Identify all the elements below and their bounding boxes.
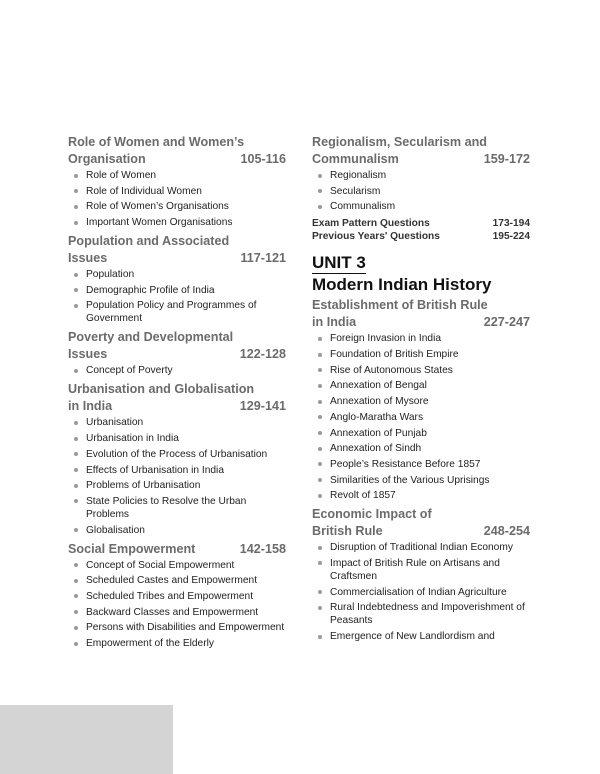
section-title[interactable]	[312, 134, 530, 168]
section-pages: 142-158	[239, 541, 286, 556]
unit-label: UNIT 3	[312, 253, 366, 273]
list-item[interactable]: Globalisation	[68, 524, 286, 537]
section-title[interactable]	[68, 134, 286, 168]
list-item[interactable]: Population Policy and Programmes of Government	[68, 299, 286, 325]
list-item[interactable]: Emergence of New Landlordism and	[312, 630, 530, 643]
section-title-line1: Establishment of British Rule	[312, 298, 488, 313]
list-item[interactable]: Scheduled Castes and Empowerment	[68, 574, 286, 587]
left-column	[68, 134, 286, 654]
section-title-line2: in India	[68, 399, 113, 414]
section-title-line2: Issues	[68, 251, 108, 266]
list-item[interactable]: Communalism	[312, 200, 530, 213]
list-item[interactable]: Urbanisation	[68, 416, 286, 429]
list-item[interactable]: Anglo-Maratha Wars	[312, 411, 530, 424]
list-item[interactable]: Role of Women’s Organisations	[68, 200, 286, 213]
previous-years-questions-label: Previous Years' Questions	[312, 231, 440, 243]
list-item[interactable]: Regionalism	[312, 169, 530, 182]
exam-pattern-questions-row[interactable]	[312, 217, 530, 230]
section-title-line1: Regionalism, Secularism and	[312, 135, 487, 149]
list-item[interactable]: Population	[68, 268, 286, 281]
list-item[interactable]: Scheduled Tribes and Empowerment	[68, 590, 286, 603]
list-item[interactable]: Annexation of Sindh	[312, 442, 530, 455]
section-pages: 117-121	[240, 251, 286, 266]
section-pages: 122-128	[239, 347, 286, 362]
toc-section	[68, 541, 286, 650]
section-title-line2: British Rule	[312, 524, 383, 539]
section-pages: 105-116	[240, 152, 286, 166]
list-item[interactable]: Concept of Poverty	[68, 364, 286, 377]
section-title-line1: Urbanisation and Globalisation	[68, 382, 255, 397]
toc-section	[312, 506, 530, 643]
list-item[interactable]: People’s Resistance Before 1857	[312, 458, 530, 471]
section-title-line1: Population and Associated	[68, 234, 230, 249]
list-item[interactable]: Urbanisation in India	[68, 432, 286, 445]
section-title-line2: Social Empowerment	[68, 541, 196, 556]
section-title-line1: Role of Women and Women’s	[68, 135, 245, 149]
list-item[interactable]: Similarities of the Various Uprisings	[312, 474, 530, 487]
list-item[interactable]: Demographic Profile of India	[68, 284, 286, 297]
list-item[interactable]: Important Women Organisations	[68, 216, 286, 229]
toc-section	[312, 134, 530, 213]
list-item[interactable]: Impact of British Rule on Artisans and Craftsmen	[312, 557, 530, 583]
previous-years-questions-row[interactable]	[312, 230, 530, 243]
list-item[interactable]: Effects of Urbanisation in India	[68, 464, 286, 477]
list-item[interactable]: Problems of Urbanisation	[68, 479, 286, 492]
list-item[interactable]: Role of Individual Women	[68, 185, 286, 198]
section-title-line2: Issues	[68, 347, 108, 362]
list-item[interactable]: Secularism	[312, 185, 530, 198]
list-item[interactable]: Annexation of Bengal	[312, 379, 530, 392]
section-title[interactable]	[312, 506, 530, 540]
section-title-line2: in India	[312, 315, 357, 330]
list-item[interactable]: Revolt of 1857	[312, 489, 530, 502]
list-item[interactable]: Disruption of Traditional Indian Economy	[312, 541, 530, 554]
toc-section	[68, 233, 286, 325]
unit-title: Modern Indian History	[312, 275, 492, 295]
list-item[interactable]: Commercialisation of Indian Agriculture	[312, 586, 530, 599]
section-pages: 248-254	[483, 524, 530, 539]
right-column	[312, 134, 530, 647]
section-title-line1: Poverty and Developmental	[68, 330, 234, 345]
section-title-line2: Communalism	[312, 152, 399, 166]
list-item[interactable]: Annexation of Mysore	[312, 395, 530, 408]
toc-section	[312, 297, 530, 502]
list-item[interactable]: Concept of Social Empowerment	[68, 559, 286, 572]
section-title[interactable]	[68, 233, 286, 267]
list-item[interactable]: State Policies to Resolve the Urban Problems	[68, 495, 286, 521]
list-item[interactable]: Evolution of the Process of Urbanisation	[68, 448, 286, 461]
corner-shaded-box	[0, 705, 173, 774]
section-title[interactable]	[68, 381, 286, 415]
section-title[interactable]	[68, 329, 286, 363]
list-item[interactable]: Empowerment of the Elderly	[68, 637, 286, 650]
toc-section	[68, 329, 286, 377]
section-title[interactable]	[68, 541, 286, 558]
exam-pattern-questions-label: Exam Pattern Questions	[312, 218, 430, 230]
section-title-line2: Organisation	[68, 152, 146, 166]
toc-section	[68, 381, 286, 536]
list-item[interactable]: Backward Classes and Empowerment	[68, 606, 286, 619]
section-pages: 227-247	[483, 315, 530, 330]
section-pages: 159-172	[483, 152, 530, 166]
section-pages: 129-141	[239, 399, 286, 414]
list-item[interactable]: Role of Women	[68, 169, 286, 182]
list-item[interactable]: Rural Indebtedness and Impoverishment of Peasants	[312, 601, 530, 627]
list-item[interactable]: Foreign Invasion in India	[312, 332, 530, 345]
list-item[interactable]: Annexation of Punjab	[312, 427, 530, 440]
list-item[interactable]: Persons with Disabilities and Empowerment	[68, 621, 286, 634]
section-title-line1: Economic Impact of	[312, 507, 432, 522]
exam-pattern-questions-pages: 173-194	[492, 218, 530, 230]
list-item[interactable]: Foundation of British Empire	[312, 348, 530, 361]
section-title[interactable]	[312, 297, 530, 331]
previous-years-questions-pages: 195-224	[492, 231, 530, 243]
toc-section	[68, 134, 286, 229]
list-item[interactable]: Rise of Autonomous States	[312, 364, 530, 377]
